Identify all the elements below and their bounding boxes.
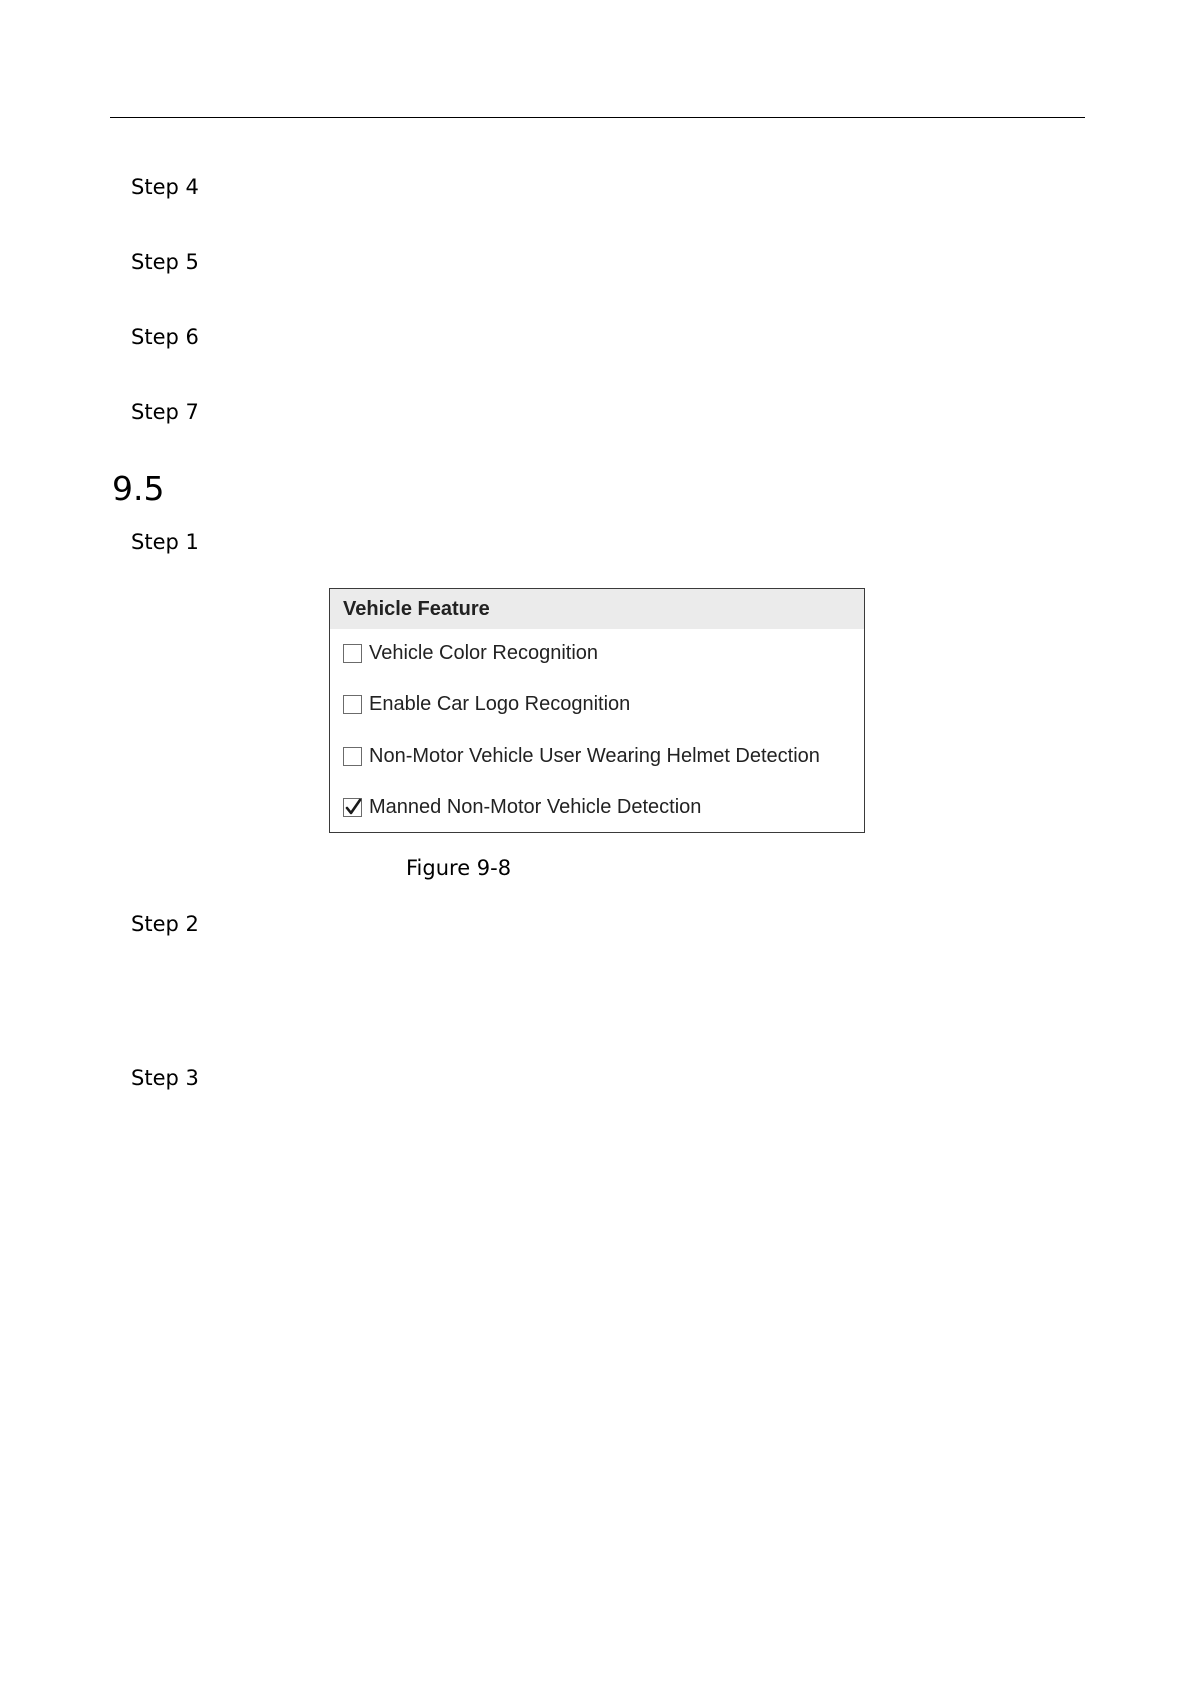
manned-non-motor-detection-checkbox[interactable] [343, 798, 362, 817]
option-car-logo-recognition[interactable] [343, 691, 630, 717]
option-vehicle-color-recognition[interactable] [343, 640, 598, 666]
checkmark-icon [345, 797, 362, 816]
step-5-label: Step 5 [131, 250, 199, 274]
step-1-label: Step 1 [131, 530, 199, 554]
car-logo-recognition-checkbox[interactable] [343, 695, 362, 714]
step-2-label: Step 2 [131, 912, 199, 936]
step-4-label: Step 4 [131, 175, 199, 199]
option-label: Manned Non-Motor Vehicle Detection [369, 795, 702, 818]
option-label: Vehicle Color Recognition [369, 641, 599, 664]
helmet-detection-checkbox[interactable] [343, 747, 362, 766]
panel-title: Vehicle Feature [330, 589, 864, 629]
option-helmet-detection[interactable] [343, 743, 820, 769]
option-manned-non-motor-detection[interactable] [343, 794, 701, 820]
vehicle-color-recognition-checkbox[interactable] [343, 644, 362, 663]
header-divider [110, 117, 1085, 118]
option-label: Enable Car Logo Recognition [369, 692, 631, 715]
step-6-label: Step 6 [131, 325, 199, 349]
section-number: 9.5 [112, 469, 165, 508]
step-7-label: Step 7 [131, 400, 199, 424]
figure-caption: Figure 9-8 [406, 856, 512, 880]
step-3-label: Step 3 [131, 1066, 199, 1090]
vehicle-feature-panel [329, 588, 865, 833]
option-label: Non-Motor Vehicle User Wearing Helmet Detection [369, 744, 820, 767]
